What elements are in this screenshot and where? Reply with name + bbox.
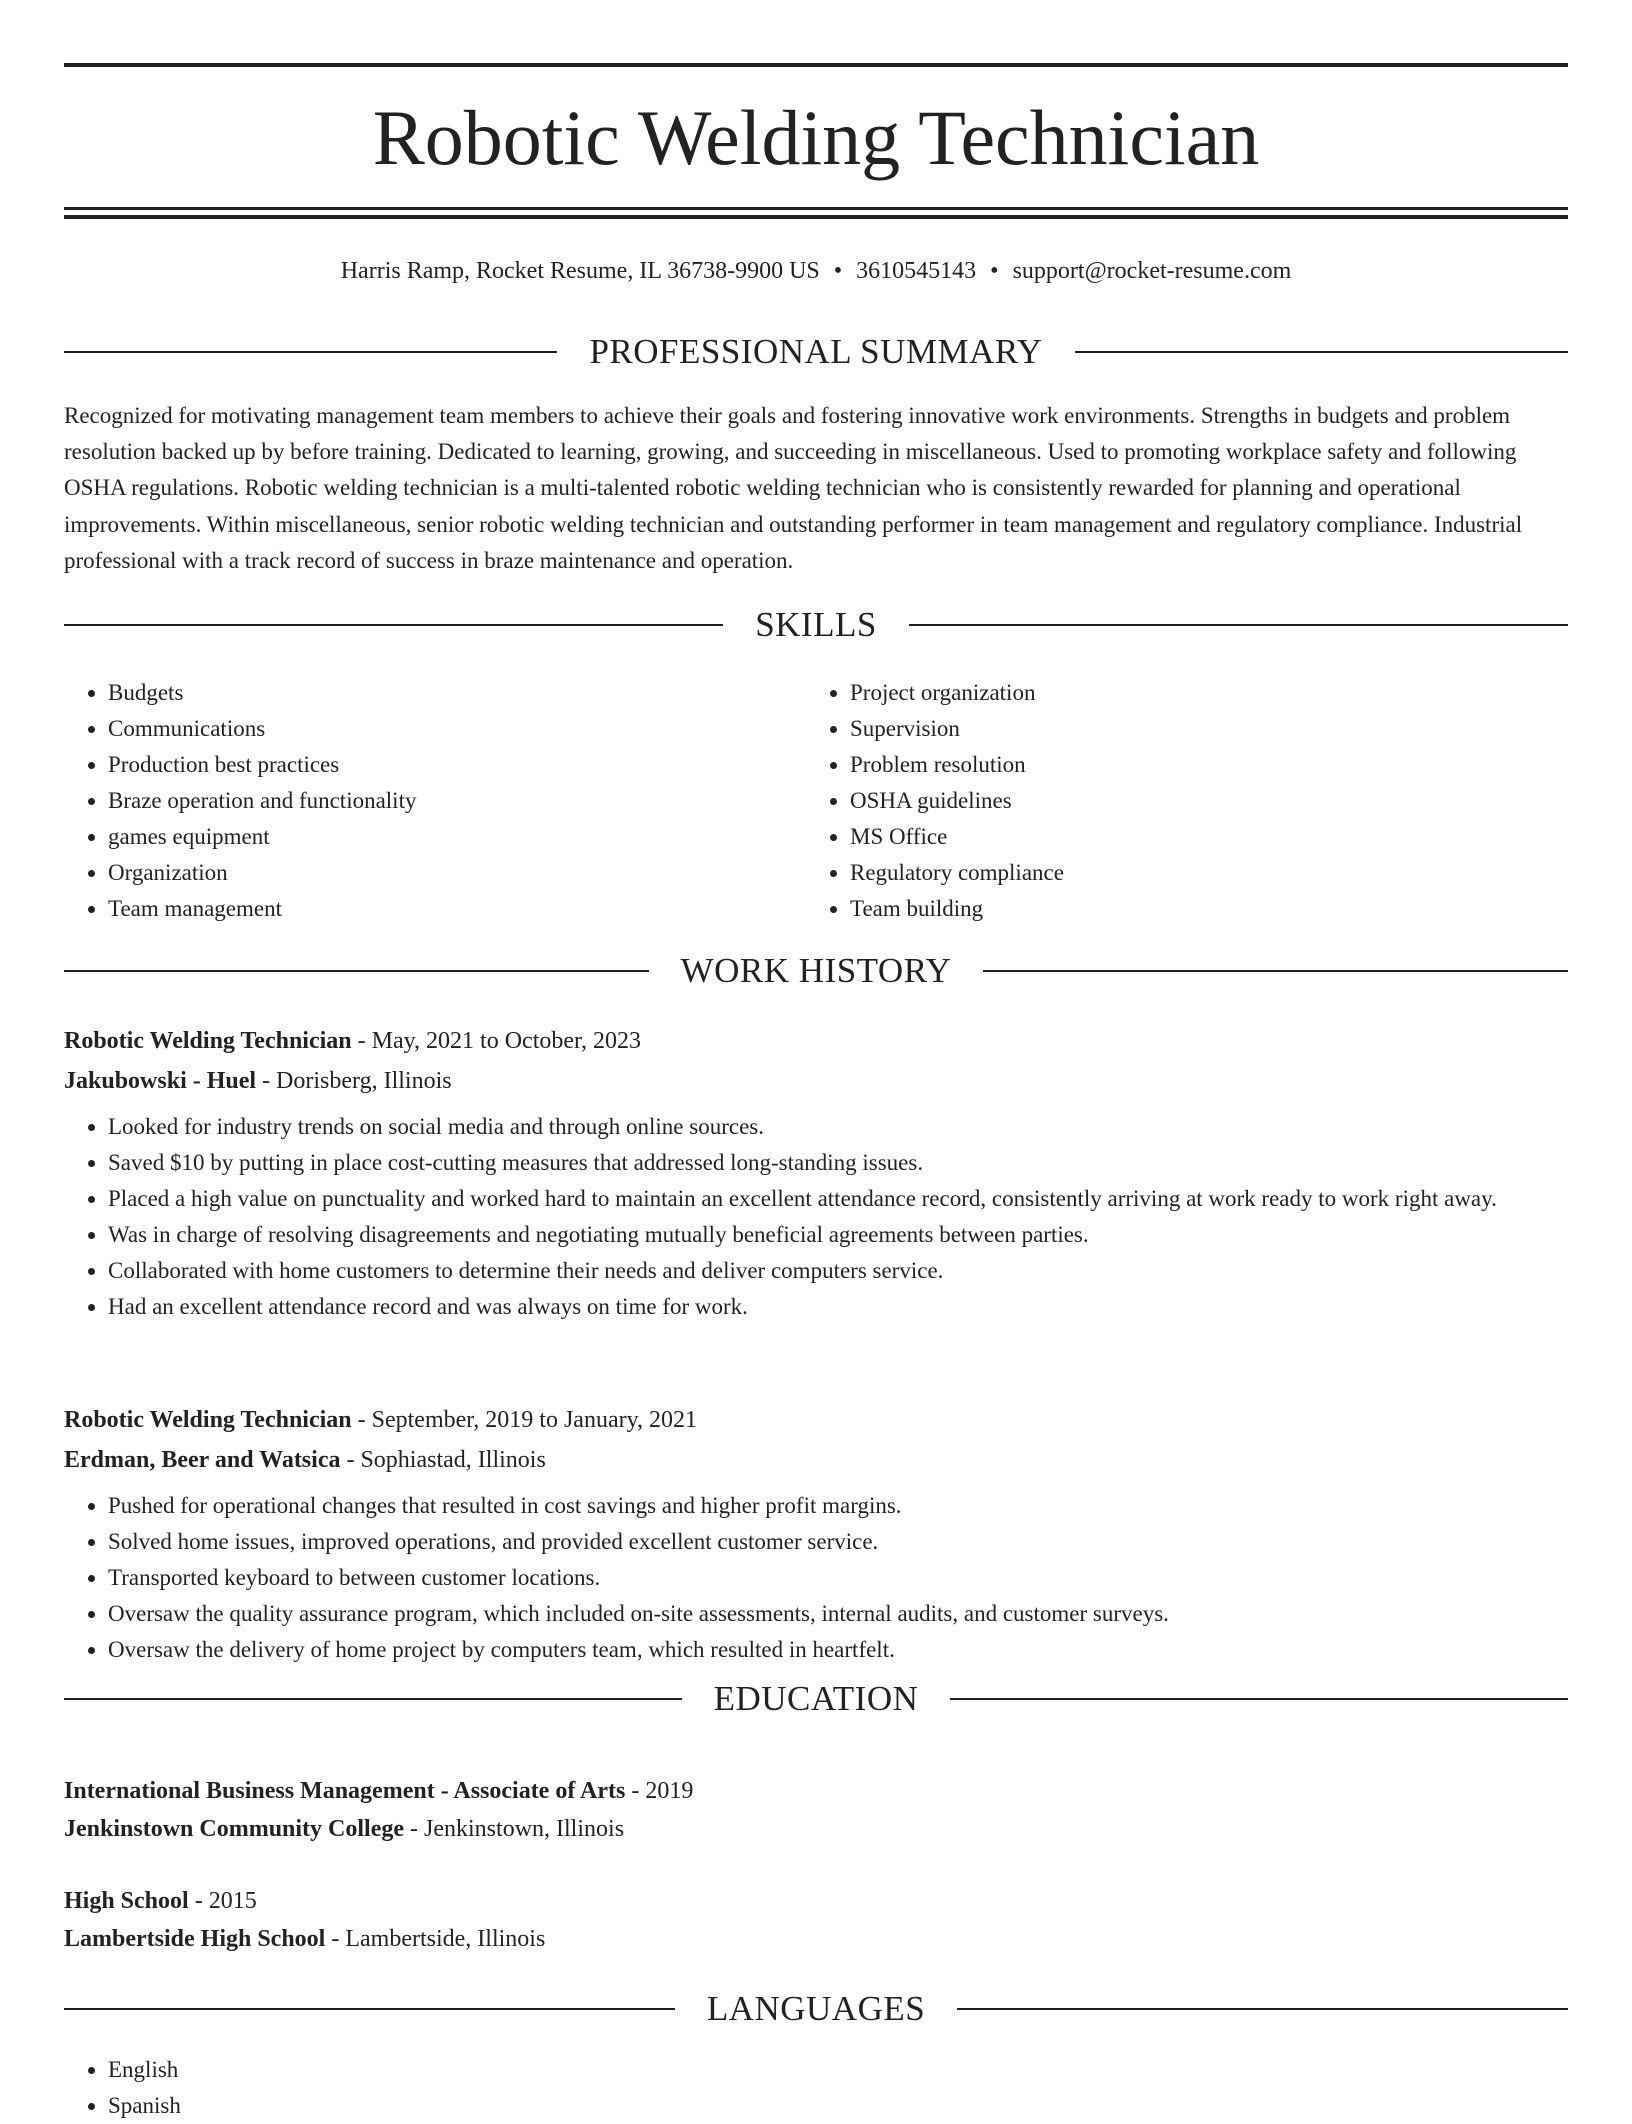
job-title-line xyxy=(64,1400,1568,1440)
heading-rule xyxy=(983,970,1568,972)
skill-item: • games equipment xyxy=(108,819,806,855)
heading-rule xyxy=(1075,351,1568,353)
section-heading-summary xyxy=(64,330,1568,374)
section-label: SKILLS xyxy=(755,605,877,644)
heading-rule xyxy=(64,624,723,626)
skill-item: • Supervision xyxy=(850,711,1548,747)
skill-item: • Communications xyxy=(108,711,806,747)
language-item: • English xyxy=(108,2052,181,2088)
heading-rule xyxy=(64,1698,682,1700)
job-bullet: • Oversaw the quality assurance program, which included on-site assessments, internal audits, and customer surveys. xyxy=(108,1596,1568,1632)
job-title-line xyxy=(64,1021,1568,1061)
contact-address: Harris Ramp, Rocket Resume, IL 36738-9900 US xyxy=(340,258,820,284)
education-school: Lambertside High School xyxy=(64,1926,326,1952)
contact-separator: • xyxy=(990,258,999,284)
education-degree: International Business Management - Associate of Arts xyxy=(64,1778,626,1804)
education-school: Jenkinstown Community College xyxy=(64,1816,405,1842)
section-label: LANGUAGES xyxy=(706,1989,926,2028)
job-entry xyxy=(64,1400,1568,1668)
skill-item: • Problem resolution xyxy=(850,747,1548,783)
job-dates: - May, 2021 to October, 2023 xyxy=(351,1028,642,1054)
job-bullet: • Had an excellent attendance record and was always on time for work. xyxy=(108,1289,1568,1325)
top-rule xyxy=(64,63,1568,67)
job-bullet: • Was in charge of resolving disagreements and negotiating mutually beneficial agreements between parties. xyxy=(108,1217,1568,1253)
heading-rule xyxy=(64,970,649,972)
job-bullet: • Looked for industry trends on social media and through online sources. xyxy=(108,1109,1568,1145)
education-school-line xyxy=(64,1810,1568,1848)
skill-item: • Regulatory compliance xyxy=(850,855,1548,891)
job-company-line xyxy=(64,1440,1568,1480)
education-entry xyxy=(64,1882,1568,1958)
job-bullet: • Oversaw the delivery of home project by computers team, which resulted in heartfelt. xyxy=(108,1632,1568,1668)
section-heading-languages xyxy=(64,1987,1568,2031)
job-bullets xyxy=(64,1109,1568,1325)
summary-text: Recognized for motivating management team members to achieve their goals and fostering innovative work environments. Strengths in budgets and problem resolution backed up by before training. Dedicated to learning, growing, and succeeding in miscellaneous. Used to promoting workplace safety and following OSHA regulations. Robotic welding technician is a multi-talented robotic welding technician who is consistently rewarded for planning and operational improvements. Within miscellaneous, senior robotic welding technician and outstanding performer in team management and regulatory compliance. Industrial professional with a track record of success in braze maintenance and operation. xyxy=(64,403,1523,573)
education-location: - Lambertside, Illinois xyxy=(325,1926,546,1952)
skill-item: • Team management xyxy=(108,891,806,927)
education-location: - Jenkinstown, Illinois xyxy=(404,1816,625,1842)
skill-item: • Production best practices xyxy=(108,747,806,783)
skills-list xyxy=(64,675,1568,927)
skill-item: • Braze operation and functionality xyxy=(108,783,806,819)
contact-phone: 3610545143 xyxy=(856,258,977,284)
job-bullet: • Placed a high value on punctuality and worked hard to maintain an excellent attendance record, consistently arriving at work ready to work right away. xyxy=(108,1181,1568,1217)
education-degree-line xyxy=(64,1882,1568,1920)
languages-list xyxy=(64,2052,181,2124)
contact-separator: • xyxy=(833,258,843,284)
skills-column-right xyxy=(806,675,1548,927)
heading-rule xyxy=(909,624,1568,626)
education-school-line xyxy=(64,1920,1568,1958)
job-location: - Sophiastad, Illinois xyxy=(340,1447,546,1473)
education-degree-line xyxy=(64,1772,1568,1810)
section-label: WORK HISTORY xyxy=(680,951,952,990)
job-company-line xyxy=(64,1061,1568,1101)
job-location: - Dorisberg, Illinois xyxy=(256,1068,452,1094)
section-label: PROFESSIONAL SUMMARY xyxy=(589,332,1043,371)
job-bullets xyxy=(64,1488,1568,1668)
section-label: EDUCATION xyxy=(713,1679,919,1718)
education-entry xyxy=(64,1772,1568,1848)
skill-item: • OSHA guidelines xyxy=(850,783,1548,819)
skill-item: • Organization xyxy=(108,855,806,891)
job-bullet: • Transported keyboard to between customer locations. xyxy=(108,1560,1568,1596)
resume-title: Robotic Welding Technician xyxy=(372,94,1260,181)
contact-line xyxy=(64,255,1568,287)
heading-rule xyxy=(64,2008,675,2010)
job-bullet: • Pushed for operational changes that resulted in cost savings and higher profit margins. xyxy=(108,1488,1568,1524)
language-item: • Spanish xyxy=(108,2088,181,2124)
job-title: Robotic Welding Technician xyxy=(64,1028,352,1054)
section-heading-work xyxy=(64,949,1568,993)
skill-item: • Project organization xyxy=(850,675,1548,711)
job-title: Robotic Welding Technician xyxy=(64,1407,352,1433)
title-rule-upper xyxy=(64,207,1568,210)
heading-rule xyxy=(957,2008,1568,2010)
heading-rule xyxy=(64,351,557,353)
education-year: - 2019 xyxy=(625,1778,694,1804)
education-degree: High School xyxy=(64,1888,189,1914)
skill-item: • Budgets xyxy=(108,675,806,711)
heading-rule xyxy=(950,1698,1568,1700)
job-bullet: • Collaborated with home customers to determine their needs and deliver computers service. xyxy=(108,1253,1568,1289)
job-entry xyxy=(64,1021,1568,1325)
job-company: Jakubowski - Huel xyxy=(64,1068,257,1094)
section-heading-skills xyxy=(64,603,1568,647)
education-year: - 2015 xyxy=(188,1888,257,1914)
job-company: Erdman, Beer and Watsica xyxy=(64,1447,341,1473)
contact-email: support@rocket-resume.com xyxy=(1012,258,1292,284)
job-bullet: • Saved $10 by putting in place cost-cutting measures that addressed long-standing issues. xyxy=(108,1145,1568,1181)
skill-item: • Team building xyxy=(850,891,1548,927)
job-dates: - September, 2019 to January, 2021 xyxy=(351,1407,698,1433)
title-rule-lower xyxy=(64,215,1568,219)
job-bullet: • Solved home issues, improved operations, and provided excellent customer service. xyxy=(108,1524,1568,1560)
skills-column-left xyxy=(64,675,806,927)
skill-item: • MS Office xyxy=(850,819,1548,855)
section-heading-education xyxy=(64,1677,1568,1721)
